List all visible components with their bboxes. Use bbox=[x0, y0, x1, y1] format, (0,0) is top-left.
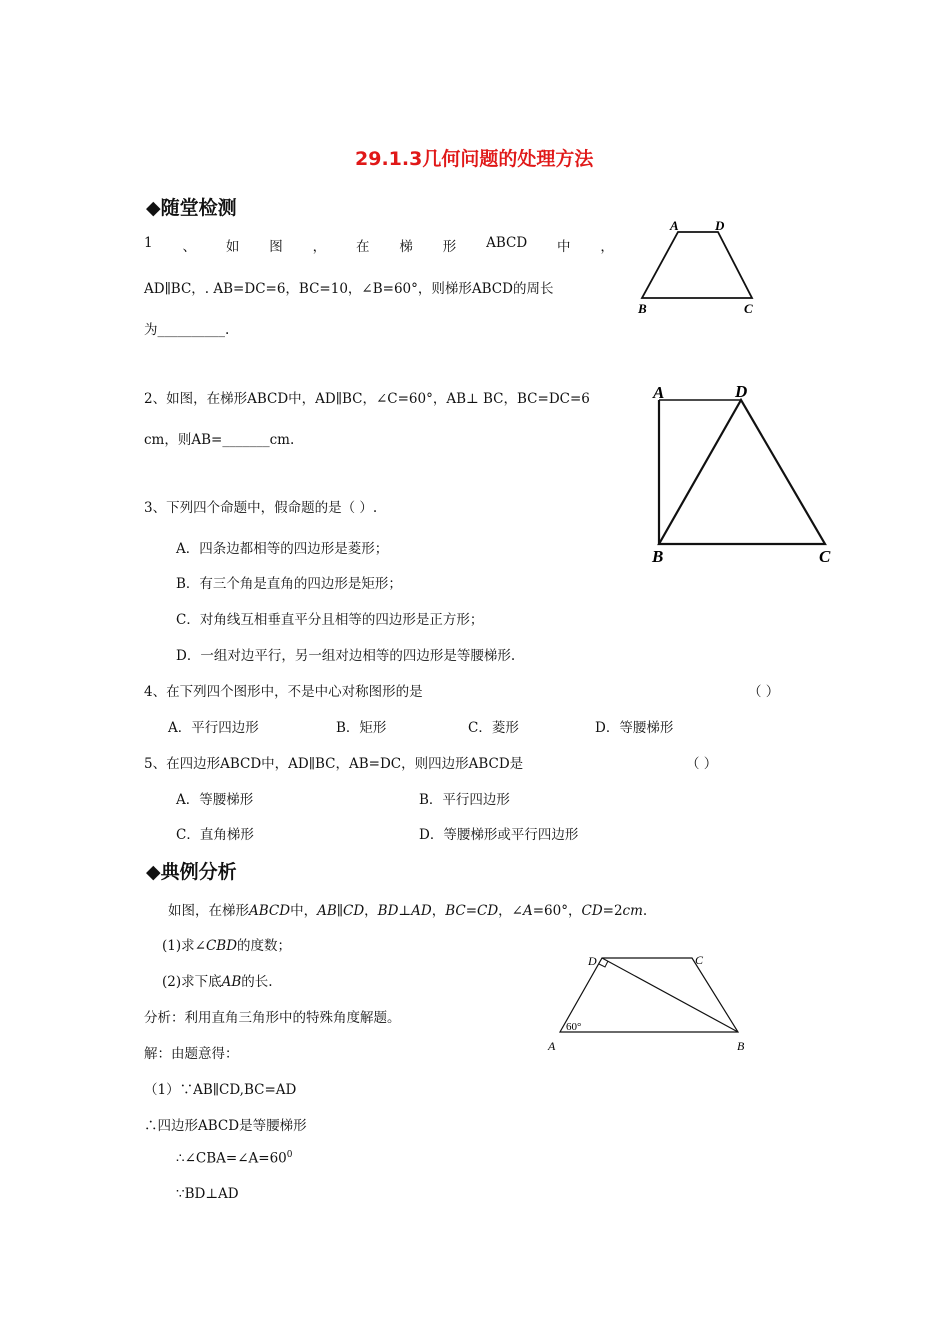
intro-text: ∥ bbox=[336, 903, 343, 919]
q1-token: 图 bbox=[269, 239, 283, 255]
intro-math: ABCD bbox=[249, 903, 291, 919]
q2-line1: 2、如图，在梯形ABCD中，AD∥BC，∠C=60°，AB⊥ BC，BC=DC=6 bbox=[144, 391, 590, 407]
section-heading-check: ◆随堂检测 bbox=[146, 197, 237, 219]
part1-math: CBD bbox=[205, 938, 238, 954]
part2-text: 的长. bbox=[241, 974, 273, 990]
fig2-label-d: D bbox=[735, 382, 748, 401]
fig3-label-c: C bbox=[695, 953, 704, 967]
section-heading-example: ◆典例分析 bbox=[146, 861, 237, 883]
q4-option-a: A．平行四边形 bbox=[168, 720, 259, 736]
intro-math: BC bbox=[445, 903, 466, 919]
q1-line2: AD∥BC，. AB=DC=6，BC=10，∠B=60°，则梯形ABCD的周长 bbox=[144, 281, 554, 297]
q4-answer-paren: （ ） bbox=[748, 684, 780, 700]
fig2-label-a: A bbox=[653, 383, 665, 402]
q1-token: 梯 bbox=[399, 239, 413, 255]
fig3-label-d: D bbox=[588, 954, 597, 968]
fig1-label-d: D bbox=[715, 218, 725, 233]
q1-line3: 为__________. bbox=[144, 322, 230, 338]
figure-trapezoid-2 bbox=[645, 378, 845, 570]
q5-stem: 5、在四边形ABCD中，AD∥BC，AB=DC，则四边形ABCD是 bbox=[144, 756, 524, 772]
fig2-label-b: B bbox=[652, 547, 664, 566]
q3-option-b: B．有三个角是直角的四边形是矩形； bbox=[176, 576, 402, 592]
q1-token: 、 bbox=[182, 239, 196, 255]
q4-option-c: C．菱形 bbox=[468, 720, 519, 736]
q5-option-a: A．等腰梯形 bbox=[176, 792, 254, 808]
q4-option-b: B．矩形 bbox=[336, 720, 387, 736]
intro-math: cm bbox=[622, 903, 643, 919]
q1-line1 bbox=[144, 235, 614, 255]
q4-stem: 4、在下列四个图形中，不是中心对称图形的是 bbox=[144, 684, 423, 700]
solution-step-3 bbox=[176, 1150, 293, 1167]
intro-math: CD bbox=[581, 903, 603, 919]
intro-text: ， bbox=[431, 903, 446, 919]
fig3-label-a: A bbox=[548, 1039, 556, 1053]
fig1-label-c: C bbox=[744, 301, 753, 316]
q3-option-d: D．一组对边平行，另一组对边相等的四边形是等腰梯形. bbox=[176, 648, 516, 664]
figure-trapezoid-1 bbox=[632, 212, 762, 318]
q1-token: 如 bbox=[225, 239, 240, 255]
intro-math: A bbox=[522, 903, 533, 919]
q1-token: 形 bbox=[442, 239, 457, 255]
q3-stem: 3、下列四个命题中，假命题的是（ ）. bbox=[144, 500, 378, 516]
q3-option-a: A．四条边都相等的四边形是菱形； bbox=[176, 541, 389, 557]
intro-text: =2 bbox=[602, 903, 623, 919]
intro-text: ，∠ bbox=[498, 903, 523, 919]
intro-text: =60°， bbox=[532, 903, 582, 919]
q2-line2: cm，则AB=_______cm. bbox=[144, 432, 295, 448]
intro-math: AB bbox=[317, 903, 337, 919]
example-intro bbox=[168, 899, 647, 919]
intro-text: . bbox=[642, 903, 648, 919]
step3-text: ∴∠CBA=∠A=60 bbox=[176, 1150, 287, 1167]
fig2-label-c: C bbox=[819, 547, 831, 566]
solution-step-1: （1）∵AB∥CD,BC=AD bbox=[144, 1082, 297, 1098]
q3-option-c: C．对角线互相垂直平分且相等的四边形是正方形； bbox=[176, 612, 484, 628]
q1-token: 1 bbox=[144, 235, 153, 251]
fig1-label-a: A bbox=[670, 218, 679, 233]
example-solution-intro: 解：由题意得： bbox=[144, 1046, 239, 1062]
fig1-label-b: B bbox=[638, 301, 647, 316]
part2-math: AB bbox=[221, 974, 242, 990]
solution-step-2: ∴四边形ABCD是等腰梯形 bbox=[144, 1118, 307, 1134]
q5-option-c: C．直角梯形 bbox=[176, 827, 254, 843]
page-title: 29.1.3几何问题的处理方法 bbox=[355, 148, 594, 170]
intro-text: = bbox=[465, 903, 478, 919]
q1-token: ， bbox=[600, 239, 614, 255]
q1-token: ， bbox=[312, 239, 327, 255]
intro-math: CD bbox=[343, 903, 365, 919]
intro-text: 中， bbox=[290, 903, 318, 919]
figure-trapezoid-3 bbox=[540, 946, 760, 1060]
intro-math: BD bbox=[377, 903, 399, 919]
intro-text: ⊥ bbox=[398, 903, 412, 919]
example-analysis: 分析：利用直角三角形中的特殊角度解题。 bbox=[144, 1010, 401, 1026]
q1-token: 在 bbox=[355, 239, 370, 255]
part2-text: (2)求下底 bbox=[162, 974, 222, 990]
example-part1 bbox=[162, 934, 291, 954]
solution-step-4: ∵BD⊥AD bbox=[176, 1186, 239, 1202]
fig3-label-b: B bbox=[737, 1039, 745, 1053]
q4-option-d: D．等腰梯形 bbox=[595, 720, 674, 736]
q1-token: 中 bbox=[557, 239, 571, 255]
intro-math: CD bbox=[477, 903, 499, 919]
intro-math: AD bbox=[411, 903, 432, 919]
q5-option-b: B．平行四边形 bbox=[419, 792, 510, 808]
part1-text: 的度数； bbox=[237, 938, 292, 954]
q5-option-d: D．等腰梯形或平行四边形 bbox=[419, 827, 579, 843]
step3-superscript: 0 bbox=[286, 1150, 293, 1160]
fig3-angle-label: 60° bbox=[566, 1021, 582, 1033]
intro-text: ， bbox=[364, 903, 378, 919]
part1-text: (1)求∠ bbox=[162, 938, 206, 954]
example-part2 bbox=[162, 970, 273, 990]
intro-text: 如图，在梯形 bbox=[168, 903, 249, 919]
q1-token: ABCD bbox=[486, 235, 528, 251]
q5-answer-paren: （ ） bbox=[686, 756, 718, 772]
